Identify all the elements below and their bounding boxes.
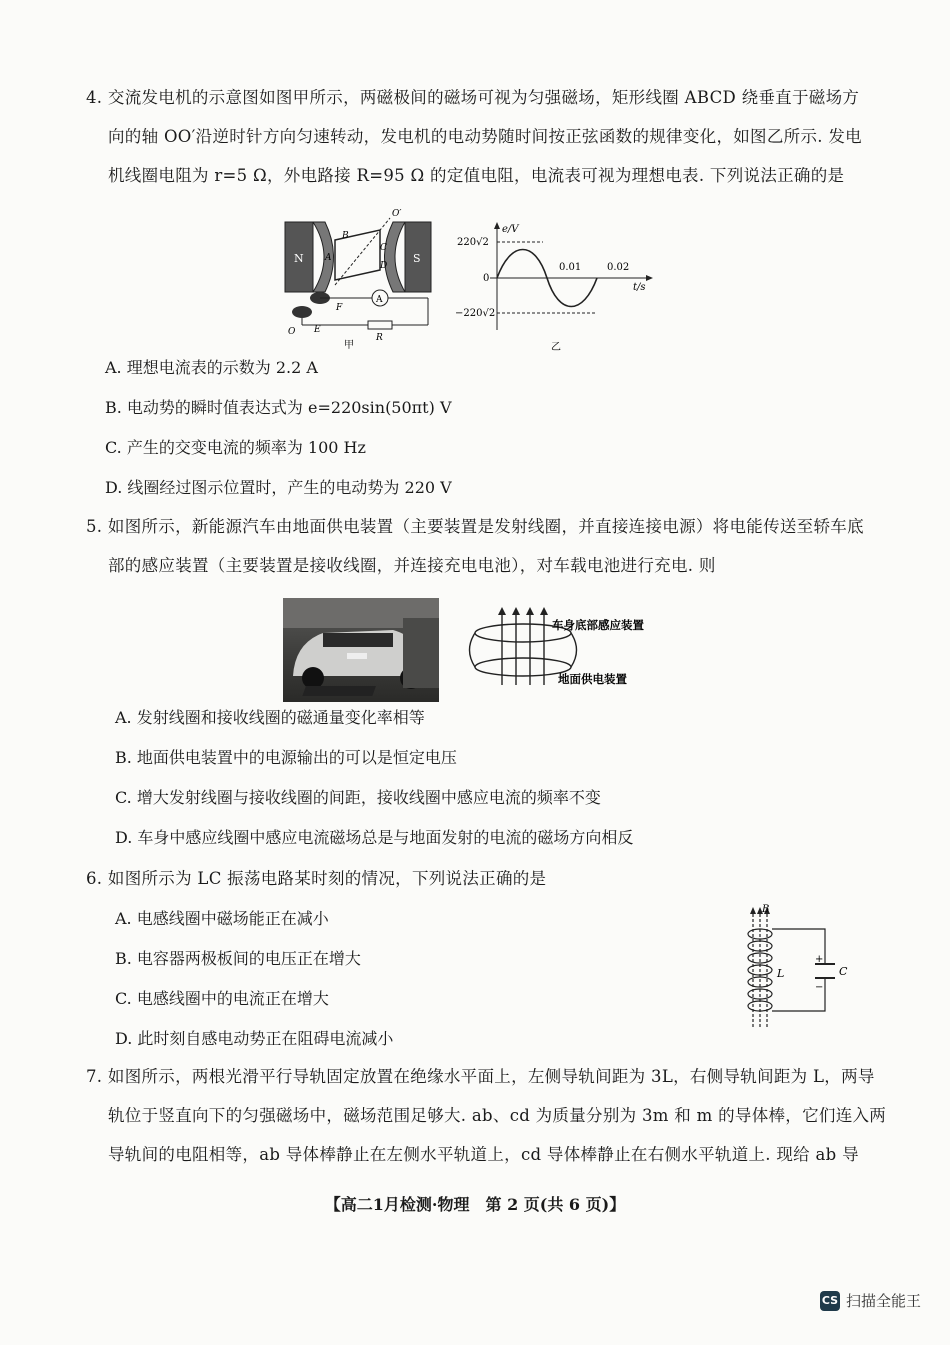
scanner-watermark: [820, 1290, 921, 1311]
figure-generator: [280, 200, 440, 350]
caption-jia: 甲: [344, 340, 354, 350]
q4-line-3: 机线圈电阻为 r=5 Ω，外电路接 R=95 Ω 的定值电阻，电流表可视为理想电表. 下列说法正确的是: [108, 166, 845, 185]
scanner-name: 扫描全能王: [846, 1292, 922, 1310]
q4-option-d: D. 线圈经过图示位置时，产生的电动势为 220 V: [105, 478, 452, 497]
q7-line-2: 轨位于竖直向下的匀强磁场中，磁场范围足够大. ab、cd 为质量分别为 3m 和 m 的导体棒，它们连入两: [108, 1106, 887, 1125]
label-O: O: [288, 327, 296, 337]
q5-line-2: 部的感应装置（主要装置是接收线圈，并连接充电电池），对车载电池进行充电. 则: [108, 556, 716, 575]
coil-bottom-label: 地面供电装置: [558, 672, 627, 686]
q5-option-b: B. 地面供电装置中的电源输出的可以是恒定电压: [115, 748, 457, 767]
car-charging-photo: [283, 598, 439, 702]
q6-option-d: D. 此时刻自感电动势正在阻碍电流减小: [115, 1029, 394, 1048]
label-B-field: B: [762, 904, 770, 915]
pole-s-label: S: [413, 252, 421, 265]
label-D: D: [380, 261, 388, 271]
tick-0.02: 0.02: [607, 262, 630, 273]
caption-yi: 乙: [551, 342, 561, 353]
ylabel: e/V: [502, 224, 519, 235]
q4-line-1: 4. 交流发电机的示意图如图甲所示，两磁极间的磁场可视为匀强磁场，矩形线圈 ABCD 绕垂直于磁场方: [86, 88, 860, 107]
q4-option-b: B. 电动势的瞬时值表达式为 e=220sin(50πt) V: [105, 398, 452, 417]
label-R: R: [376, 333, 383, 343]
label-C: C: [380, 243, 387, 253]
label-A: A: [325, 253, 332, 263]
q5-option-d: D. 车身中感应线圈中感应电流磁场总是与地面发射的电流的磁场方向相反: [115, 828, 634, 847]
label-B: B: [342, 231, 349, 241]
xlabel: t/s: [633, 282, 646, 293]
figure-emf-graph: [455, 220, 655, 355]
q7-line-3: 导轨间的电阻相等，ab 导体棒静止在左侧水平轨道上，cd 导体棒静止在右侧水平轨道上. 现给 ab 导: [108, 1145, 859, 1164]
ymax-label: 220√2: [457, 237, 489, 248]
tick-0.01: 0.01: [559, 262, 582, 273]
q6-option-c: C. 电感线圈中的电流正在增大: [115, 989, 329, 1008]
q6-option-a: A. 电感线圈中磁场能正在减小: [115, 909, 329, 928]
coil-top-label: 车身底部感应装置: [552, 618, 644, 632]
q7-line-1: 7. 如图所示，两根光滑平行导轨固定放置在绝缘水平面上，左侧导轨间距为 3L，右侧导轨间距为 L，两导: [86, 1067, 875, 1086]
q4-line-2: 向的轴 OO′沿逆时针方向匀速转动，发电机的电动势随时间按正弦函数的规律变化，如图乙所示. 发电: [108, 127, 862, 146]
q6-option-b: B. 电容器两极板间的电压正在增大: [115, 949, 361, 968]
q4-option-a: A. 理想电流表的示数为 2.2 A: [105, 358, 318, 377]
ammeter-label: A: [376, 295, 383, 305]
q5-option-a: A. 发射线圈和接收线圈的磁通量变化率相等: [115, 708, 425, 727]
q5-option-c: C. 增大发射线圈与接收线圈的间距，接收线圈中感应电流的频率不变: [115, 788, 601, 807]
q5-line-1: 5. 如图所示，新能源汽车由地面供电装置（主要装置是发射线圈，并直接连接电源）将电能传送至轿车底: [86, 517, 864, 536]
minus-sign: −: [815, 982, 824, 993]
zero-label: 0: [483, 273, 490, 284]
ymin-label: −220√2: [455, 308, 496, 319]
pole-n-label: N: [294, 252, 304, 265]
figure-lc-circuit: [735, 902, 855, 1032]
plus-sign: +: [815, 954, 824, 965]
q6-line: 6. 如图所示为 LC 振荡电路某时刻的情况，下列说法正确的是: [86, 869, 547, 888]
label-O2: O′: [392, 209, 402, 219]
q4-option-c: C. 产生的交变电流的频率为 100 Hz: [105, 438, 366, 457]
label-E: E: [314, 325, 321, 335]
label-F: F: [336, 303, 343, 313]
page-footer: 【高二1月检测·物理 第 2 页(共 6 页)】: [324, 1195, 626, 1214]
inductor-label: L: [777, 967, 785, 980]
capacitor-label: C: [839, 965, 848, 978]
scanner-logo-icon: CS: [820, 1291, 840, 1311]
figure-wireless-coils: [462, 605, 662, 695]
